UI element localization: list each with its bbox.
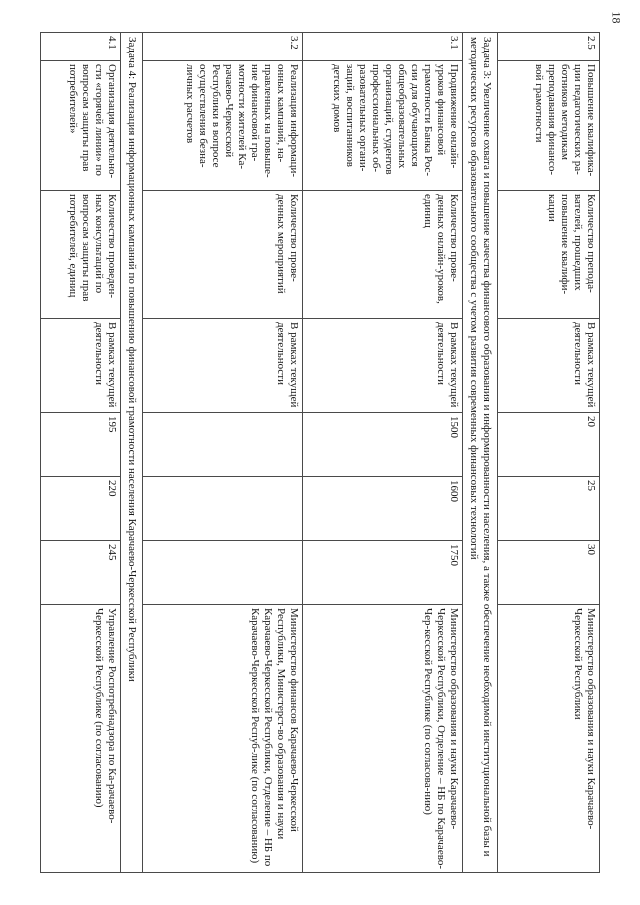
row-number: 3.2 [143, 33, 303, 61]
value-year-1: 1500 [303, 413, 463, 477]
value-year-2: 1600 [303, 477, 463, 541]
measure-name: Организация деятельно-сти «горячей линии» по вопросам защиты прав потребителей» [41, 61, 121, 191]
indicator-name: Количество проведен-ных консультаций по вопросам защиты прав потребителей, единиц [41, 191, 121, 319]
row-number: 2.5 [498, 33, 600, 61]
task-band-row [121, 33, 143, 873]
task-3-heading: Задача 3: Увеличение охвата и повышение качества финансового образования и информированности населения, а также обеспечение необходимой институциональной базы и методических ресурсов образовательного сообщества с учетом развития современных финансовых технологий [463, 33, 498, 873]
value-year-3 [143, 541, 303, 605]
executor: Управление Роспотребнадзора по Ка-рачаево-Черкесской Республике (по согласованию) [41, 605, 121, 873]
measure-name: Продвижение онлайн-уроков финансовой грамотности Банка Рос-сии для обучающихся общеобразовательных организаций, студентов профессиональных об-разовательных органи-заций, воспитанников детских домов [303, 61, 463, 191]
rotated-table-wrapper [42, 32, 600, 872]
row-number: 4.1 [41, 33, 121, 61]
table-row [303, 33, 463, 873]
measure-name: Повышение квалифика-ции педагогических ра-ботников методикам преподавания финансо-вой грамотности [498, 61, 600, 191]
value-year-3: 245 [41, 541, 121, 605]
value-year-3: 30 [498, 541, 600, 605]
program-measures-table [40, 32, 600, 873]
executor: Министерство образования и науки Карачаево-Черкесской Республики [498, 605, 600, 873]
value-year-2 [143, 477, 303, 541]
value-year-2: 220 [41, 477, 121, 541]
table-row [498, 33, 600, 873]
value-year-1: 20 [498, 413, 600, 477]
indicator-name: Количество прове-денных онлайн-уроков, единиц [303, 191, 463, 319]
value-year-2: 25 [498, 477, 600, 541]
table-row [143, 33, 303, 873]
task-4-heading: Задача 4: Реализация информационных кампаний по повышению финансовой грамотности населения Карачаево-Черкесской Республики [121, 33, 143, 873]
value-year-1: 195 [41, 413, 121, 477]
funding-source: В рамках текущей деятельности [41, 319, 121, 413]
funding-source: В рамках текущей деятельности [303, 319, 463, 413]
task-band-row [463, 33, 498, 873]
executor: Министерство финансов Карачаево-Черкесской Республики, Министерст-во образования и науки Карачаево-Черкесской Республики, Отделение – НБ по Карачаево-Черкесской Респуб-лике (по согласованию) [143, 605, 303, 873]
table-row [41, 33, 121, 873]
indicator-name: Количество препода-вателей, прошедших повышение квалифи-кации [498, 191, 600, 319]
value-year-1 [143, 413, 303, 477]
funding-source: В рамках текущей деятельности [143, 319, 303, 413]
page-number: 18 [609, 11, 624, 24]
executor: Министерство образования и науки Карачаево-Черкесской Республики, Отделение – НБ по Карачаево-Чер-кесской Республике (по согласова-нию) [303, 605, 463, 873]
indicator-name: Количество прове-денных мероприятий [143, 191, 303, 319]
value-year-3: 1750 [303, 541, 463, 605]
measure-name: Реализация информаци-онных кампаний, на-правленных на повыше-ние финансовой гра-мотности жителей Ка-рачаево-Черкесской Республики в вопросе осуществления безна-личных расчетов [143, 61, 303, 191]
funding-source: В рамках текущей деятельности [498, 319, 600, 413]
row-number: 3.1 [303, 33, 463, 61]
